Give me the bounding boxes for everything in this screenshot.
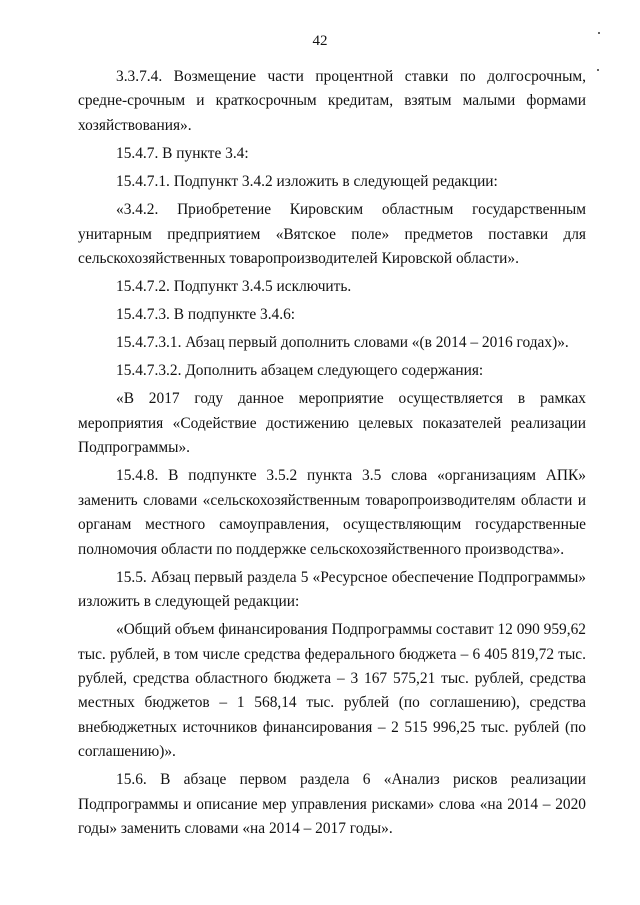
paragraph: «В 2017 году данное мероприятие осуществляется в рамках мероприятия «Содействие достижению целевых показателей реализации Подпрограммы».: [78, 390, 586, 457]
paragraph: «Общий объем финансирования Подпрограммы составит 12 090 959,62 тыс. рублей, в том числе средства федерального бюджета – 6 405 819,72 тыс. рублей, средства областного бюджета – 3 167 575,21 тыс. рублей, средства местных бюджетов – 1 568,14 тыс. рублей (по соглашению), средства внебюджетных источников финансирования – 2 515 996,25 тыс. рублей (по соглашению)».: [78, 621, 586, 761]
paragraph: 15.5. Абзац первый раздела 5 «Ресурсное обеспечение Подпрограммы» изложить в следующей редакции:: [78, 568, 586, 610]
scan-speck: [597, 69, 599, 71]
paragraph: «3.4.2. Приобретение Кировским областным государственным унитарным предприятием «Вятское поле» предметов поставки для сельскохозяйственных товаропроизводителей Кировской области».: [78, 201, 586, 267]
paragraph: 15.4.7.3.2. Дополнить абзацем следующего содержания:: [116, 362, 484, 380]
paragraph: 3.3.7.4. Возмещение части процентной ставки по долгосрочным, средне-срочным и краткосрочным кредитам, взятым малыми формами хозяйствования».: [78, 68, 586, 134]
paragraph: 15.4.8. В подпункте 3.5.2 пункта 3.5 слова «организациям АПК» заменить словами «сельскохозяйственным товаропроизводителям области и органам местного самоуправления, осуществляющим государственные полномочия области по поддержке сельскохозяйственного производства».: [78, 467, 586, 558]
page-number: 42: [312, 33, 328, 49]
paragraph: 15.4.7.1. Подпункт 3.4.2 изложить в следующей редакции:: [116, 173, 498, 190]
scan-speck: [598, 32, 600, 34]
document-body: [78, 65, 586, 841]
paragraph: 15.4.7.3. В подпункте 3.4.6:: [116, 306, 296, 324]
paragraph: 15.4.7. В пункте 3.4:: [116, 144, 249, 162]
paragraph: 15.6. В абзаце первом раздела 6 «Анализ рисков реализации Подпрограммы и описание мер управления рисками» слова «на 2014 – 2020 годы» заменить словами «на 2014 – 2017 годы».: [78, 771, 586, 838]
paragraph: 15.4.7.3.1. Абзац первый дополнить словами «(в 2014 – 2016 годах)».: [116, 334, 569, 352]
paragraph: 15.4.7.2. Подпункт 3.4.5 исключить.: [116, 278, 352, 295]
